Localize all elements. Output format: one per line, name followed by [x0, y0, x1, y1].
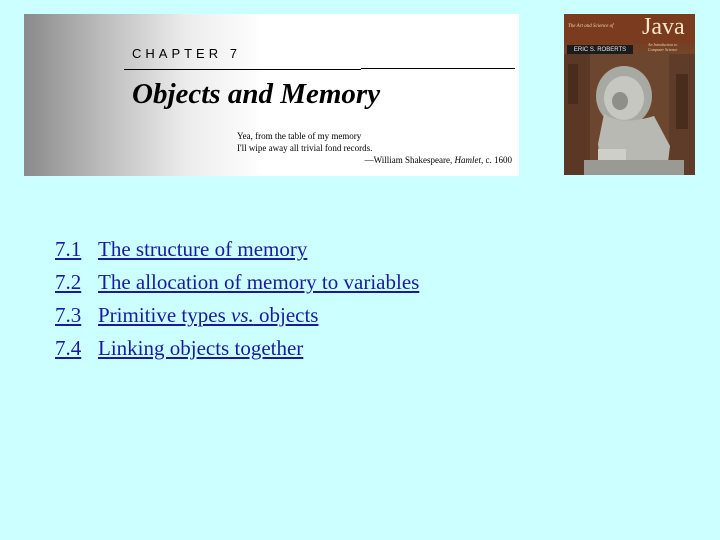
toc-item[interactable] — [55, 233, 419, 266]
cover-subtitle: An Introduction to Computer Science — [648, 42, 678, 52]
header-rule — [124, 69, 361, 70]
epigraph-attribution — [237, 154, 512, 166]
section-number[interactable]: 7.4 — [55, 336, 82, 360]
lion-statue-photo — [564, 54, 695, 175]
book-cover-image — [564, 14, 695, 175]
chapter-title: Objects and Memory — [132, 78, 381, 110]
toc-item[interactable] — [55, 332, 419, 365]
attribution-suffix: , c. 1600 — [481, 155, 512, 165]
section-text-after: objects — [253, 303, 319, 327]
chapter-label: CHAPTER 7 — [132, 46, 241, 61]
attribution-work: Hamlet — [454, 155, 481, 165]
toc-item[interactable] — [55, 266, 419, 299]
section-list — [55, 233, 419, 365]
cover-author: ERIC S. ROBERTS — [567, 45, 633, 55]
section-number[interactable]: 7.2 — [55, 270, 82, 294]
section-number[interactable]: 7.3 — [55, 303, 82, 327]
section-text-before: Primitive types — [98, 303, 231, 327]
section-number[interactable]: 7.1 — [55, 237, 82, 261]
section-link[interactable]: Linking objects together — [98, 336, 304, 360]
epigraph-line-1: Yea, from the table of my memory — [237, 131, 362, 141]
epigraph-line-2: I'll wipe away all trivial fond records. — [237, 143, 373, 153]
section-text-italic: vs. — [231, 303, 254, 327]
epigraph — [237, 130, 512, 166]
attribution-prefix: —William Shakespeare, — [364, 155, 455, 165]
section-link[interactable]: The structure of memory — [98, 237, 308, 261]
cover-title: Java — [642, 14, 685, 40]
section-link[interactable]: The allocation of memory to variables — [98, 270, 420, 294]
chapter-header — [24, 14, 519, 176]
cover-series: The Art and Science of — [568, 24, 614, 29]
header-rule-thin — [361, 68, 515, 69]
toc-item[interactable] — [55, 299, 419, 332]
section-link[interactable] — [98, 303, 318, 327]
